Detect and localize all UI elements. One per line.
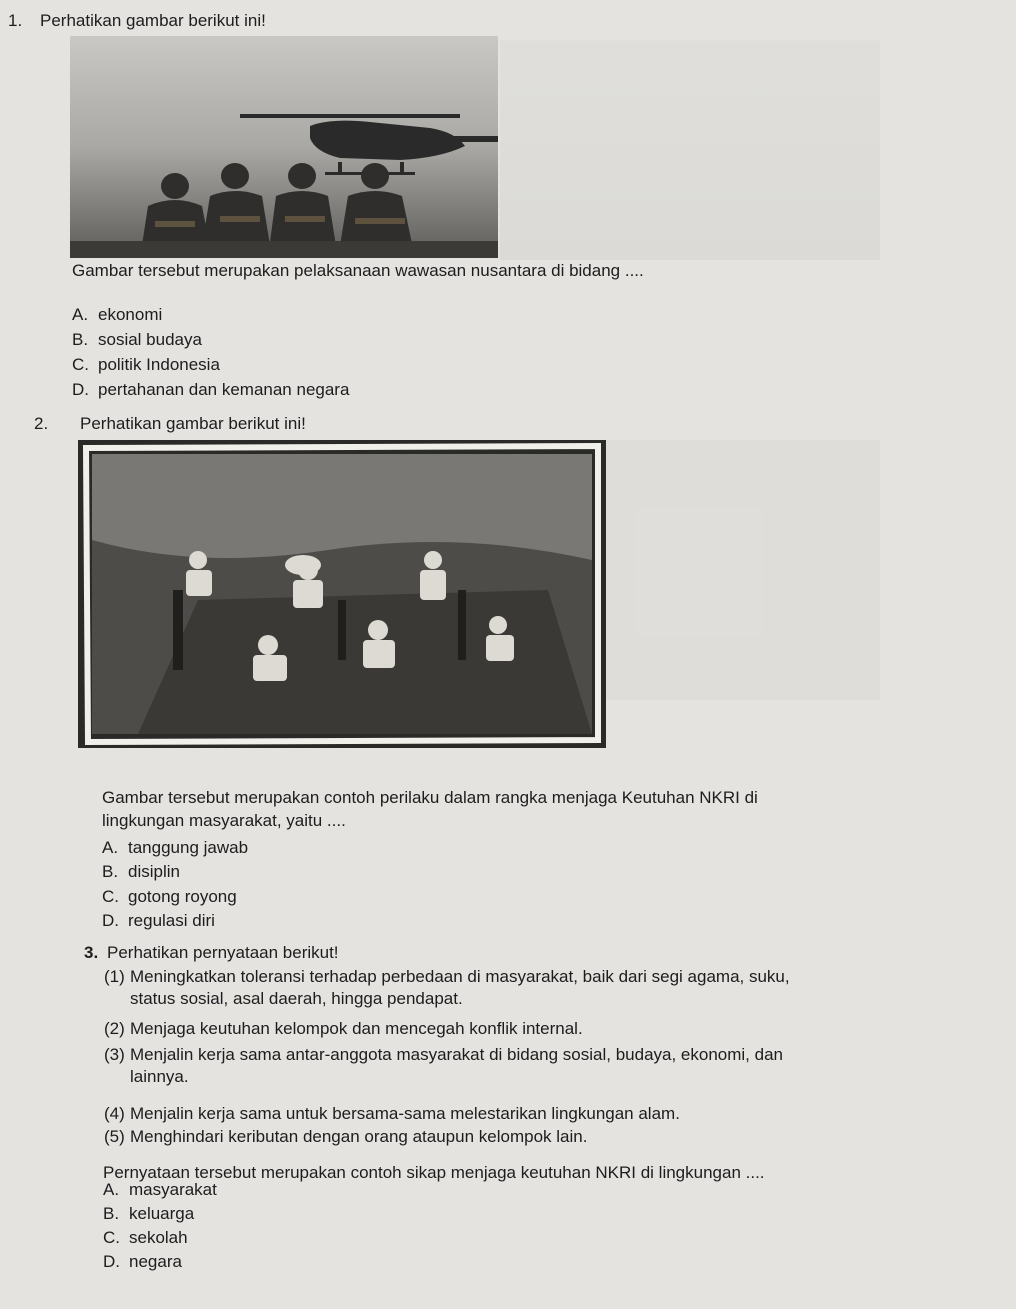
q3-option-c-letter: C. (103, 1228, 120, 1247)
q3-option-a[interactable] (103, 1180, 217, 1200)
q1-option-b-text: sosial budaya (98, 330, 202, 349)
q1-option-c-letter: C. (72, 355, 89, 374)
q3-item-1 (104, 967, 984, 1011)
q3-item-2-line1: Menjaga keutuhan kelompok dan mencegah konflik internal. (130, 1019, 583, 1038)
q3-option-d-letter: D. (103, 1252, 120, 1271)
q2-option-b-letter: B. (102, 862, 119, 881)
q2-option-d-letter: D. (102, 911, 119, 930)
community-work-image (78, 440, 606, 748)
q1-option-a[interactable] (72, 305, 162, 325)
q2-statement-line2: lingkungan masyarakat, yaitu .... (102, 811, 346, 830)
q3-item-4-line1: Menjalin kerja sama untuk bersama-sama melestarikan lingkungan alam. (130, 1104, 680, 1123)
q3-option-d-text: negara (129, 1252, 182, 1271)
q2-option-b[interactable] (102, 862, 180, 882)
q2-option-a[interactable] (102, 838, 248, 858)
q1-option-c-text: politik Indonesia (98, 355, 220, 374)
q2-option-a-letter: A. (102, 838, 119, 857)
q3-item-3-index: (3) (104, 1045, 125, 1064)
q3-option-b[interactable] (103, 1204, 194, 1224)
q3-item-1-line1: Meningkatkan toleransi terhadap perbedaan di masyarakat, baik dari segi agama, suku, (130, 967, 790, 986)
q3-item-5-index: (5) (104, 1127, 125, 1146)
q3-item-4-index: (4) (104, 1104, 125, 1123)
q3-statement: Pernyataan tersebut merupakan contoh sikap menjaga keutuhan NKRI di lingkungan .... (103, 1163, 765, 1182)
q3-option-a-text: masyarakat (129, 1180, 217, 1199)
q1-option-a-text: ekonomi (98, 305, 163, 324)
q2-option-d[interactable] (102, 911, 215, 931)
q1-option-b-letter: B. (72, 330, 89, 349)
q2-photo-gotong-royong (78, 440, 606, 748)
q1-option-b[interactable] (72, 330, 202, 350)
q2-option-c-text: gotong royong (128, 887, 237, 906)
q3-option-c-text: sekolah (129, 1228, 188, 1247)
q3-option-c[interactable] (103, 1228, 188, 1248)
show-through-right-2 (605, 440, 880, 700)
q1-option-d-text: pertahanan dan kemanan negara (98, 380, 350, 399)
q2-option-a-text: tanggung jawab (128, 838, 249, 857)
q3-item-3 (104, 1045, 984, 1089)
q1-option-d-letter: D. (72, 380, 89, 399)
q3-number: 3. (84, 943, 99, 962)
q3-item-2 (104, 1019, 984, 1041)
q3-item-5-line1: Menghindari keributan dengan orang ataupun kelompok lain. (130, 1127, 588, 1146)
q2-option-d-text: regulasi diri (128, 911, 215, 930)
q3-option-b-text: keluarga (129, 1204, 195, 1223)
q1-number: 1. (8, 11, 23, 30)
q2-number: 2. (34, 414, 49, 433)
q3-option-b-letter: B. (103, 1204, 120, 1223)
q2-statement-line1: Gambar tersebut merupakan contoh perilaku dalam rangka menjaga Keutuhan NKRI di (102, 788, 758, 807)
q2-prompt: Perhatikan gambar berikut ini! (80, 414, 306, 433)
q3-item-1-line2: status sosial, asal daerah, hingga pendapat. (130, 989, 463, 1008)
soldiers-helicopter-image (70, 36, 498, 258)
q3-item-4 (104, 1104, 984, 1126)
q3-item-3-line1: Menjalin kerja sama antar-anggota masyarakat di bidang sosial, budaya, ekonomi, dan (130, 1045, 783, 1064)
q3-prompt: Perhatikan pernyataan berikut! (107, 943, 339, 962)
q3-option-a-letter: A. (103, 1180, 120, 1199)
q1-option-a-letter: A. (72, 305, 89, 324)
q1-prompt: Perhatikan gambar berikut ini! (40, 11, 266, 30)
q2-option-b-text: disiplin (128, 862, 180, 881)
q1-photo-soldiers-helicopter (70, 36, 498, 258)
q1-option-c[interactable] (72, 355, 220, 375)
q3-item-2-index: (2) (104, 1019, 125, 1038)
show-through-right-1 (500, 40, 880, 260)
q3-item-3-line2: lainnya. (130, 1067, 189, 1086)
q3-item-5 (104, 1127, 984, 1149)
q3-option-d[interactable] (103, 1252, 182, 1272)
q3-item-1-index: (1) (104, 967, 125, 986)
q1-statement: Gambar tersebut merupakan pelaksanaan wawasan nusantara di bidang .... (72, 261, 644, 280)
q2-option-c-letter: C. (102, 887, 119, 906)
q1-option-d[interactable] (72, 380, 349, 400)
q2-option-c[interactable] (102, 887, 237, 907)
